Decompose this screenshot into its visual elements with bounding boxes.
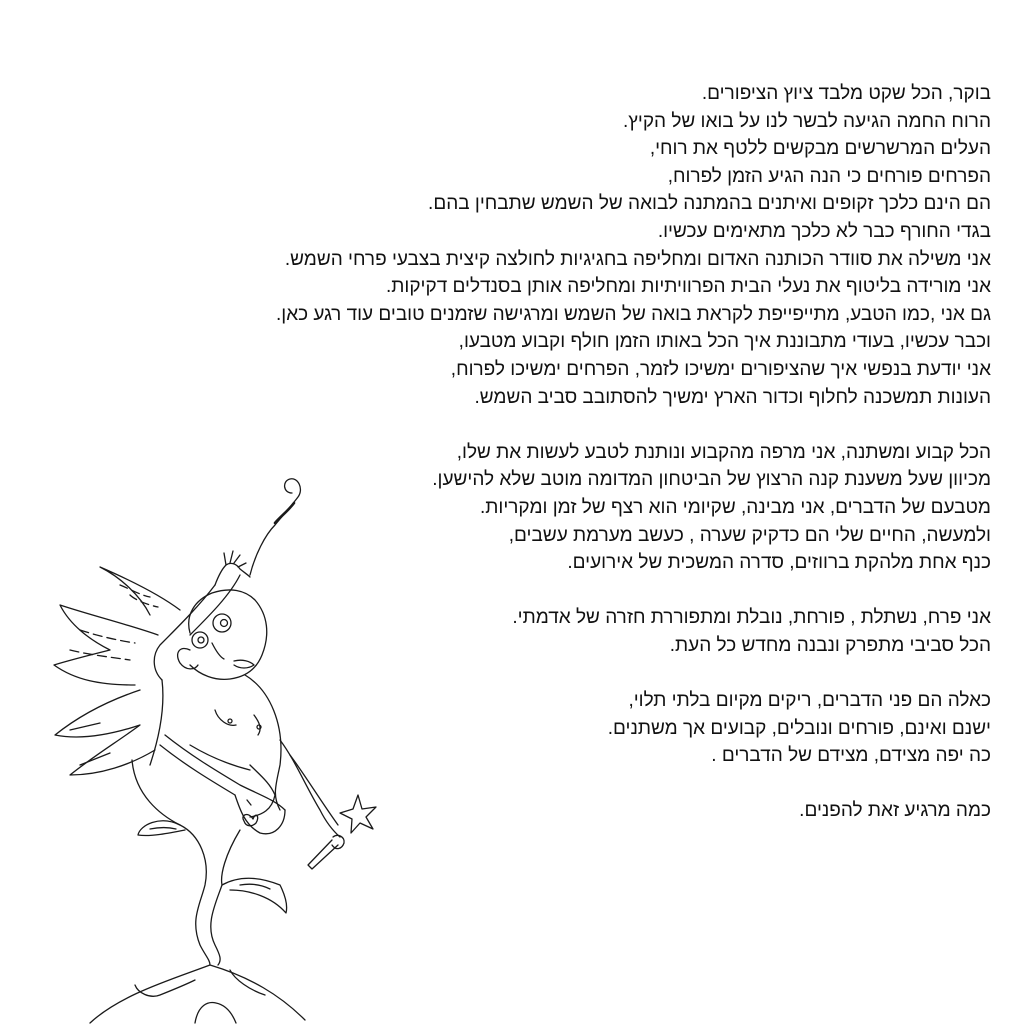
star-wand-icon [280,740,376,869]
spiral-thread-icon [250,479,300,575]
poem-line: מכיוון שעל משענת קנה הרצוץ של הביטחון המדומה מוטב שלא להישען. [432,469,991,491]
poem-line: כה יפה מצידם, מצידם של הדברים . [711,745,991,767]
poem-line: וכבר עכשיו, בעודי מתבוננת איך הכל באותו הזמן חולף וקבוע מטבעו, [458,331,991,353]
stanza-1 [151,80,991,411]
poem-line: הם הינם כלכך זקופים ואיתנים בהמתנה לבואה של השמש שתבחין בהם. [428,193,991,215]
winged-figure-illustration [40,465,420,1025]
poem-line: כנף אחת מלהקת ברווזים, סדרה המשכית של אירועים. [567,552,991,574]
poem-line: מטבעם של הדברים, אני מבינה, שקיומי הוא רצף של זמן ומקריות. [480,496,991,518]
globe-icon [90,965,305,1023]
poem-line: הפרחים פורחים כי הנה הגיע הזמן לפרוח, [667,165,991,187]
poem-line: ולמעשה, החיים שלי הם כדקיק שערה , כעשב מערמת עשבים, [508,524,991,546]
torso [150,675,285,834]
poem-line: העלים המרשרשים מבקשים ללטף את רוחי, [649,138,991,160]
poem-line: גם אני ,כמו הטבע, מתייפייפת לקראת בואה של השמש ומרגישה שזמנים טובים עוד רגע כאן. [275,303,991,325]
poem-line: אני יודעת בנפשי איך שהציפורים ימשיכו לזמר, הפרחים ימשיכו לפרוח, [450,358,991,380]
wings [54,567,180,775]
poem-line: כאלה הם פני הדברים, ריקים מקיום בלתי תלוי, [628,690,991,712]
poem-line: הכל קבוע ומשתנה, אני מרפה מהקבוע ונותנת לטבע לעשות את שלו, [456,441,991,463]
poem-line: בגדי החורף כבר לא כלכך מתאימים עכשיו. [657,220,991,242]
poem-line: בוקר, הכל שקט מלבד ציוץ הציפורים. [701,83,991,104]
poem-line: ישנם ואינם, פורחים ונובלים, קבועים אך משתנים. [607,717,991,739]
poem-line: כמה מרגיע זאת להפנים. [799,800,991,822]
poem-line: אני פרח, נשתלת , פורחת, נובלת ומתפוררת חזרה של אדמתי. [512,607,991,629]
poem-line: העונות תמשכנה לחלוף וכדור הארץ ימשיך להסתובב סביב השמש. [474,386,991,408]
poem-line: הכל סביבי מתפרק ונבנה מחדש כל העת. [669,634,991,656]
poem-line: אני מורידה בליטוף את נעלי הבית הפרוויתיות ומחליפה אותן בסנדלים דקיקות. [386,276,991,298]
poem-line: אני משילה את סוודר הכותנה האדום ומחליפה בחגיגיות לחולצה קיצית בצבעי פרחי השמש. [284,248,991,270]
plant-stem [132,760,287,965]
poem-line: הרוח החמה הגיעה לבשר לנו על בואו של הקיץ. [623,110,991,132]
